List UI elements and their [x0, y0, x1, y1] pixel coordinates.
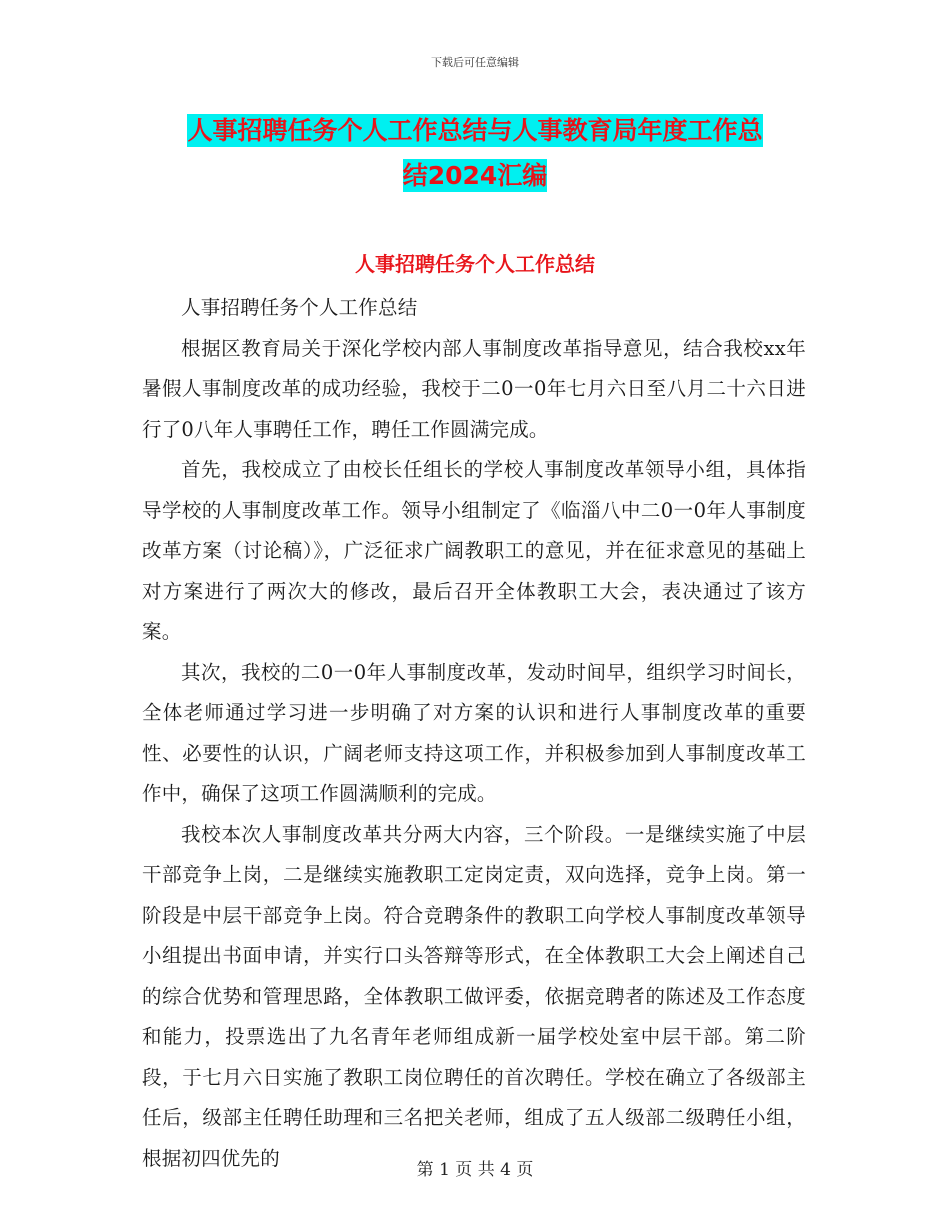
document-title — [140, 108, 810, 198]
section-title: 人事招聘任务个人工作总结 — [355, 252, 595, 276]
paragraph: 人事招聘任务个人工作总结 — [181, 296, 418, 319]
body-text — [142, 288, 806, 1179]
document-title-line2: 结2024汇编 — [402, 161, 548, 190]
paragraph: 其次，我校的二0一0年人事制度改革，发动时间早，组织学习时间长，全体老师通过学习进一步明确了对方案的认识和进行人事制度改革的重要性、必要性的认识，广阔老师支持这项工作，并积极参加到人事制度改革工作中，确保了这项工作圆满顺利的完成。 — [142, 660, 806, 805]
paragraph: 首先，我校成立了由校长任组长的学校人事制度改革领导小组，具体指导学校的人事制度改革工作。领导小组制定了《临淄八中二0一0年人事制度改革方案（讨论稿）》，广泛征求广阔教职工的意见，并在征求意见的基础上对方案进行了两次大的修改，最后召开全体教职工大会，表决通过了该方案。 — [142, 458, 806, 643]
page-number: 第 1 页 共 4 页 — [416, 1160, 534, 1180]
header-note: 下载后可任意编辑 — [431, 56, 519, 69]
document-title-line1: 人事招聘任务个人工作总结与人事教育局年度工作总 — [187, 116, 763, 145]
paragraph: 根据区教育局关于深化学校内部人事制度改革指导意见，结合我校xx年暑假人事制度改革的成功经验，我校于二0一0年七月六日至八月二十六日进行了0八年人事聘任工作，聘任工作圆满完成。 — [142, 336, 806, 441]
paragraph: 我校本次人事制度改革共分两大内容，三个阶段。一是继续实施了中层干部竞争上岗，二是继续实施教职工定岗定责，双向选择，竞争上岗。第一阶段是中层干部竞争上岗。符合竞聘条件的教职工向学校人事制度改革领导小组提出书面申请，并实行口头答辩等形式，在全体教职工大会上阐述自己的综合优势和管理思路，全体教职工做评委，依据竞聘者的陈述及工作态度和能力，投票选出了九名青年老师组成新一届学校处室中层干部。第二阶段，于七月六日实施了教职工岗位聘任的首次聘任。学校在确立了各级部主任后，级部主任聘任助理和三名把关老师，组成了五人级部二级聘任小组，根据初四优先的 — [142, 822, 806, 1170]
